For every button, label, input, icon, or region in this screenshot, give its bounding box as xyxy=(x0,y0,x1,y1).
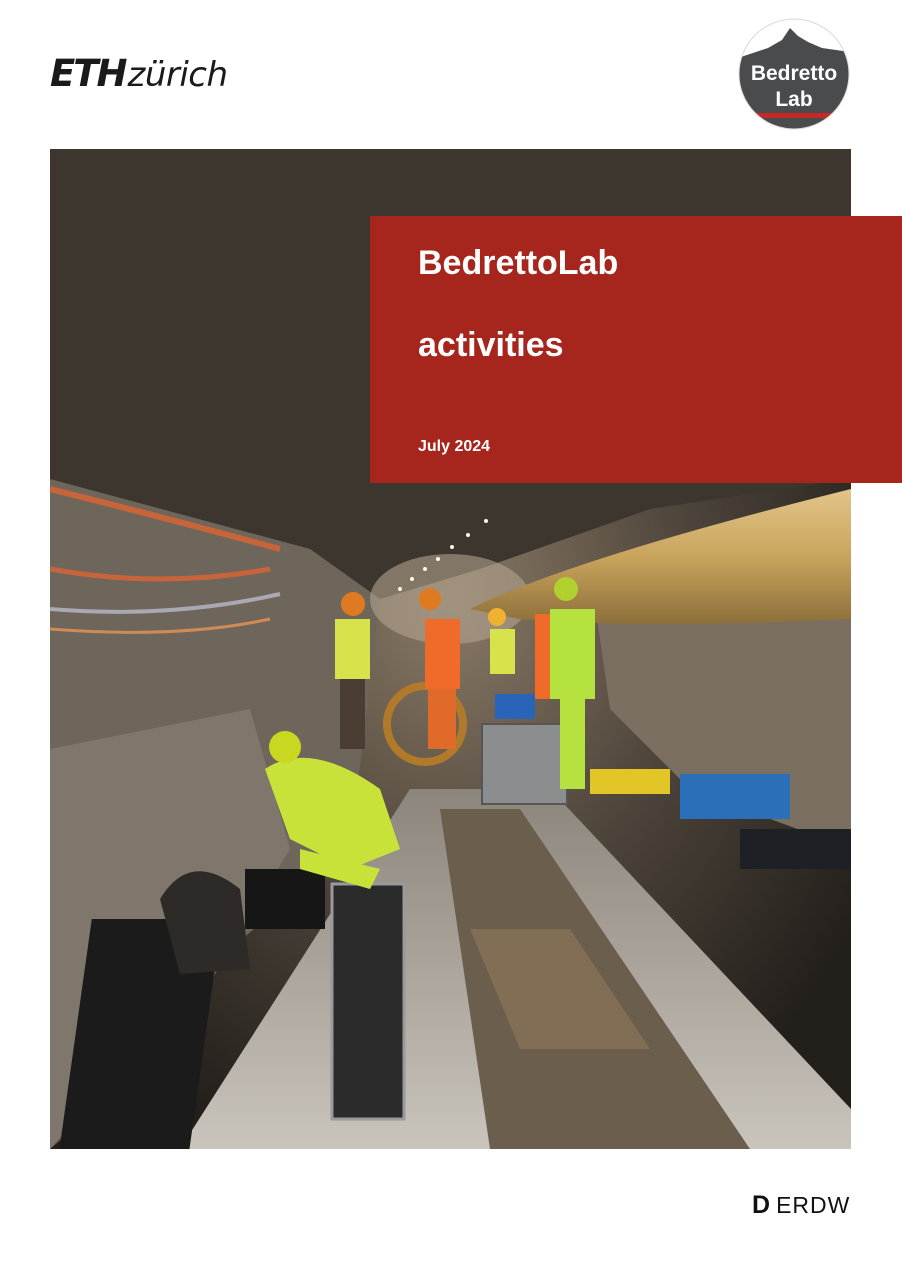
lab-logo-line1: Bedretto xyxy=(750,62,838,85)
eth-logo-city: zürich xyxy=(127,55,228,95)
cover-title-line1: BedrettoLab xyxy=(418,244,619,282)
eth-logo-mark: ETH xyxy=(50,52,126,95)
department-mark: D xyxy=(752,1190,771,1219)
bedretto-lab-logo xyxy=(738,18,850,130)
cover-date: July 2024 xyxy=(418,438,491,455)
eth-zurich-logo xyxy=(50,54,228,94)
cover-title-box xyxy=(370,216,902,483)
department-logo xyxy=(752,1190,850,1220)
lab-logo-line2: Lab xyxy=(775,88,813,111)
department-name: ERDW xyxy=(776,1191,851,1218)
cover-title-line2: activities xyxy=(418,326,564,364)
